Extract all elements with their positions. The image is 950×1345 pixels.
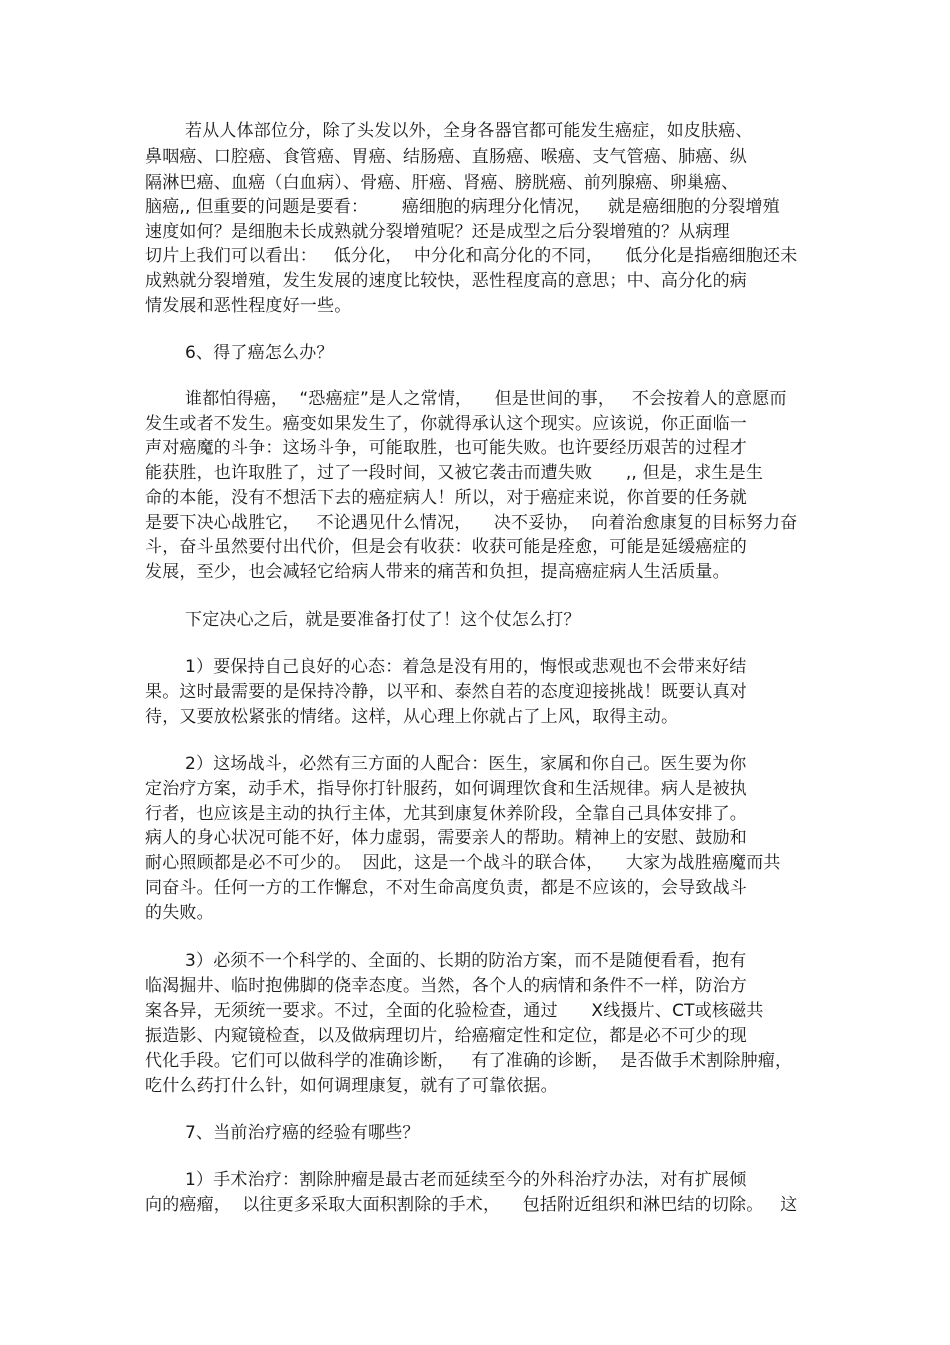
text-line: 发生或者不发生。癌变如果发生了，你就得承认这个现实。应该说，你正面临一 xyxy=(145,414,747,434)
text-line: 切片上我们可以看出： 低分化， 中分化和高分化的不同， 低分化是指癌细胞还未 xyxy=(145,246,798,266)
text-line: 下定决心之后，就是要准备打仗了！这个仗怎么打？ xyxy=(185,610,581,630)
text-line: 鼻咽癌、口腔癌、食管癌、胃癌、结肠癌、直肠癌、喉癌、支气管癌、肺癌、纵 xyxy=(145,147,747,167)
text-line: 待，又要放松紧张的情绪。这样，从心理上你就占了上风，取得主动。 xyxy=(145,707,679,727)
text-line: 声对癌魔的斗争：这场斗争，可能取胜，也可能失败。也许要经历艰苦的过程才 xyxy=(145,438,747,458)
text-line: 发展，至少，也会减轻它给病人带来的痛苦和负担，提高癌症病人生活质量。 xyxy=(145,562,730,582)
text-line: 1）手术治疗：割除肿瘤是最古老而延续至今的外科治疗办法，对有扩展倾 xyxy=(185,1170,747,1190)
text-line: 能获胜，也许取胜了，过了一段时间，又被它袭击而遭失败 ,, 但是，求生是生 xyxy=(145,463,764,483)
text-line: 耐心照顾都是必不可少的。 因此，这是一个战斗的联合体， 大家为战胜癌魔而共 xyxy=(145,853,781,873)
text-line: 脑癌,, 但重要的问题是要看： 癌细胞的病理分化情况， 就是癌细胞的分裂增殖 xyxy=(145,197,780,217)
section-heading: 6、得了癌怎么办？ xyxy=(185,343,334,363)
text-line: 向的癌瘤， 以往更多采取大面积割除的手术， 包括附近组织和淋巴结的切除。 这 xyxy=(145,1195,798,1215)
text-line: 振造影、内窥镜检查，以及做病理切片，给癌瘤定性和定位，都是必不可少的现 xyxy=(145,1026,747,1046)
text-line: 成熟就分裂增殖，发生发展的速度比较快，恶性程度高的意思；中、高分化的病 xyxy=(145,271,747,291)
section-heading: 7、当前治疗癌的经验有哪些？ xyxy=(185,1123,420,1143)
text-line: 3）必须不一个科学的、全面的、长期的防治方案，而不是随便看看，抱有 xyxy=(185,951,747,971)
text-line: 临渴掘井、临时抱佛脚的侥幸态度。当然，各个人的病情和条件不一样，防治方 xyxy=(145,976,747,996)
text-line: 案各异，无须统一要求。不过，全面的化验检查，通过 X线摄片、CT或核磁共 xyxy=(145,1001,764,1021)
text-line: 谁都怕得癌， “恐癌症”是人之常情， 但是世间的事， 不会按着人的意愿而 xyxy=(185,389,787,409)
text-line: 定治疗方案，动手术，指导你打针服药，如何调理饮食和生活规律。病人是被执 xyxy=(145,779,747,799)
text-line: 同奋斗。任何一方的工作懈怠，不对生命高度负责，都是不应该的，会导致战斗 xyxy=(145,878,747,898)
text-line: 病人的身心状况可能不好，体力虚弱，需要亲人的帮助。精神上的安慰、鼓励和 xyxy=(145,828,747,848)
text-line: 代化手段。它们可以做科学的准确诊断， 有了准确的诊断， 是否做手术割除肿瘤， xyxy=(145,1051,793,1071)
text-line: 果。这时最需要的是保持冷静，以平和、泰然自若的态度迎接挑战！既要认真对 xyxy=(145,682,747,702)
text-line: 若从人体部位分，除了头发以外，全身各器官都可能发生癌症，如皮肤癌、 xyxy=(185,121,753,141)
text-line: 是要下决心战胜它， 不论遇见什么情况， 决不妥协， 向着治愈康复的目标努力奋 xyxy=(145,513,798,533)
text-line: 斗，奋斗虽然要付出代价，但是会有收获：收获可能是痊愈，可能是延缓癌症的 xyxy=(145,537,747,557)
text-line: 命的本能，没有不想活下去的癌症病人！所以，对于癌症来说，你首要的任务就 xyxy=(145,488,747,508)
text-line: 1）要保持自己良好的心态：着急是没有用的，悔恨或悲观也不会带来好结 xyxy=(185,657,747,677)
text-line: 情发展和恶性程度好一些。 xyxy=(145,296,352,316)
text-line: 吃什么药打什么针，如何调理康复，就有了可靠依据。 xyxy=(145,1076,558,1096)
text-line: 行者，也应该是主动的执行主体，尤其到康复休养阶段，全靠自己具体安排了。 xyxy=(145,804,747,824)
text-line: 的失败。 xyxy=(145,903,214,923)
text-line: 速度如何？是细胞未长成熟就分裂增殖呢？还是成型之后分裂增殖的？从病理 xyxy=(145,222,730,242)
text-line: 隔淋巴癌、血癌（白血病）、骨癌、肝癌、肾癌、膀胱癌、前列腺癌、卵巢癌、 xyxy=(145,173,739,193)
text-line: 2）这场战斗，必然有三方面的人配合：医生，家属和你自己。医生要为你 xyxy=(185,754,747,774)
